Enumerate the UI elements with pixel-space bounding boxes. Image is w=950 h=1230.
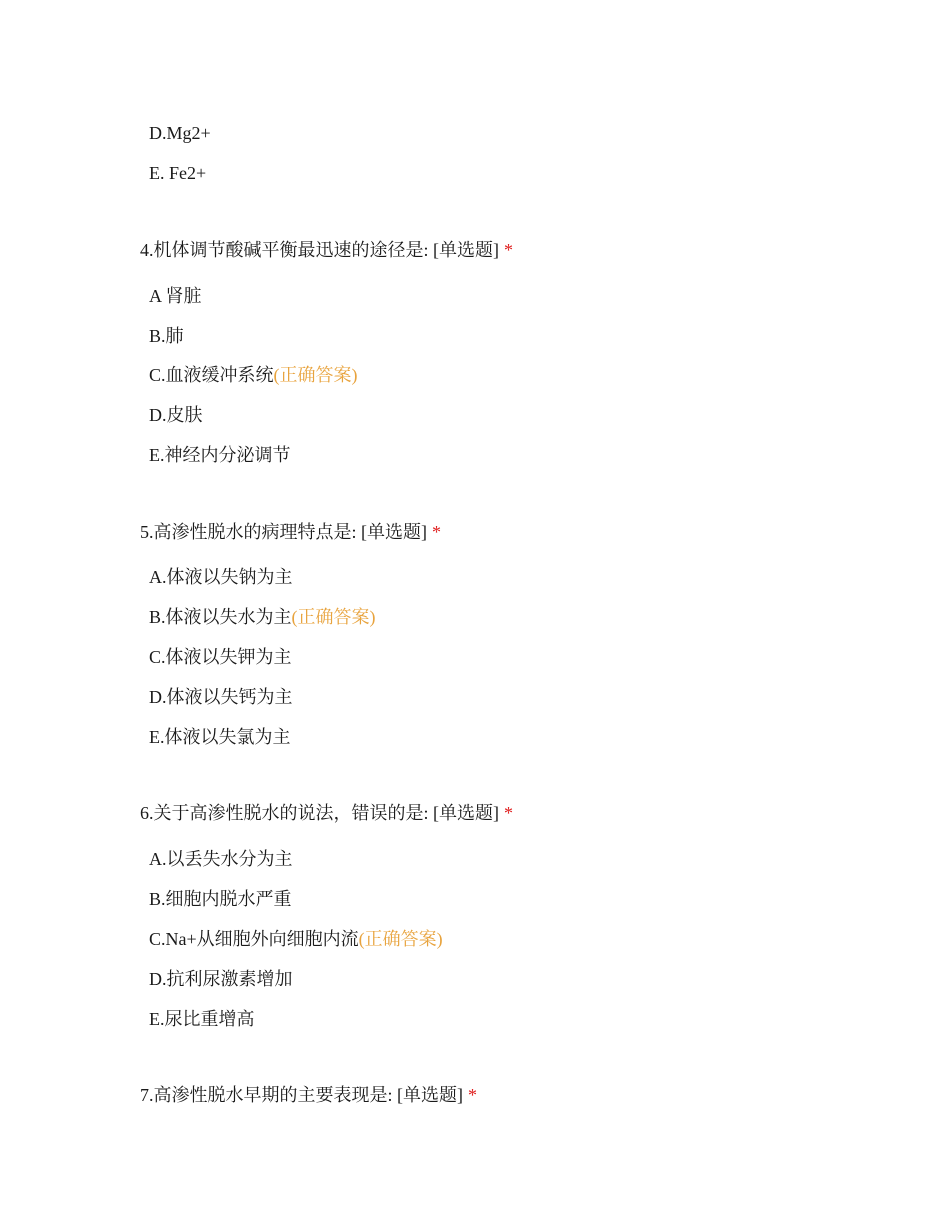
option-label: C.血液缓冲系统 [149, 365, 274, 385]
question-7-title [140, 1084, 477, 1106]
option-label: E. Fe2+ [149, 163, 207, 183]
q6-option-d [149, 968, 293, 990]
option-label: D.体液以失钙为主 [149, 687, 293, 707]
question-text: 6.关于高渗性脱水的说法，错误的是: [单选题] [140, 803, 499, 823]
q5-option-a [149, 566, 293, 588]
q4-option-e [149, 444, 291, 466]
required-mark: * [504, 240, 513, 260]
option-label: D.抗利尿激素增加 [149, 969, 293, 989]
option-label: B.肺 [149, 326, 184, 346]
question-5-title [140, 521, 441, 543]
option-label: E.神经内分泌调节 [149, 445, 291, 465]
correct-answer-tag: (正确答案) [291, 607, 376, 627]
option-label: E.体液以失氯为主 [149, 727, 291, 747]
question-text: 7.高渗性脱水早期的主要表现是: [单选题] [140, 1085, 463, 1105]
q5-option-b [149, 606, 376, 628]
option-label: A.以丢失水分为主 [149, 849, 293, 869]
question-text: 5.高渗性脱水的病理特点是: [单选题] [140, 522, 427, 542]
option-label: D.Mg2+ [149, 123, 211, 143]
q4-option-b [149, 325, 184, 347]
option-label: B.细胞内脱水严重 [149, 889, 292, 909]
q5-option-e [149, 726, 291, 748]
q6-option-b [149, 888, 292, 910]
option-label: A 肾脏 [149, 286, 202, 306]
option-label: D.皮肤 [149, 405, 203, 425]
option-prev-e [149, 162, 206, 184]
q6-option-c [149, 928, 443, 950]
option-label: E.尿比重增高 [149, 1009, 255, 1029]
question-4-title [140, 239, 513, 261]
q6-option-e [149, 1008, 255, 1030]
q4-option-c [149, 364, 358, 386]
option-prev-d [149, 122, 211, 144]
q4-option-d [149, 404, 203, 426]
required-mark: * [432, 522, 441, 542]
option-label: C.体液以失钾为主 [149, 647, 292, 667]
q5-option-c [149, 646, 292, 668]
q6-option-a [149, 848, 293, 870]
q5-option-d [149, 686, 293, 708]
required-mark: * [468, 1085, 477, 1105]
required-mark: * [504, 803, 513, 823]
correct-answer-tag: (正确答案) [273, 365, 358, 385]
option-label: A.体液以失钠为主 [149, 567, 293, 587]
question-6-title [140, 802, 513, 824]
option-label: B.体液以失水为主 [149, 607, 292, 627]
question-text: 4.机体调节酸碱平衡最迅速的途径是: [单选题] [140, 240, 499, 260]
correct-answer-tag: (正确答案) [358, 929, 443, 949]
q4-option-a [149, 285, 202, 307]
option-label: C.Na+从细胞外向细胞内流 [149, 929, 359, 949]
